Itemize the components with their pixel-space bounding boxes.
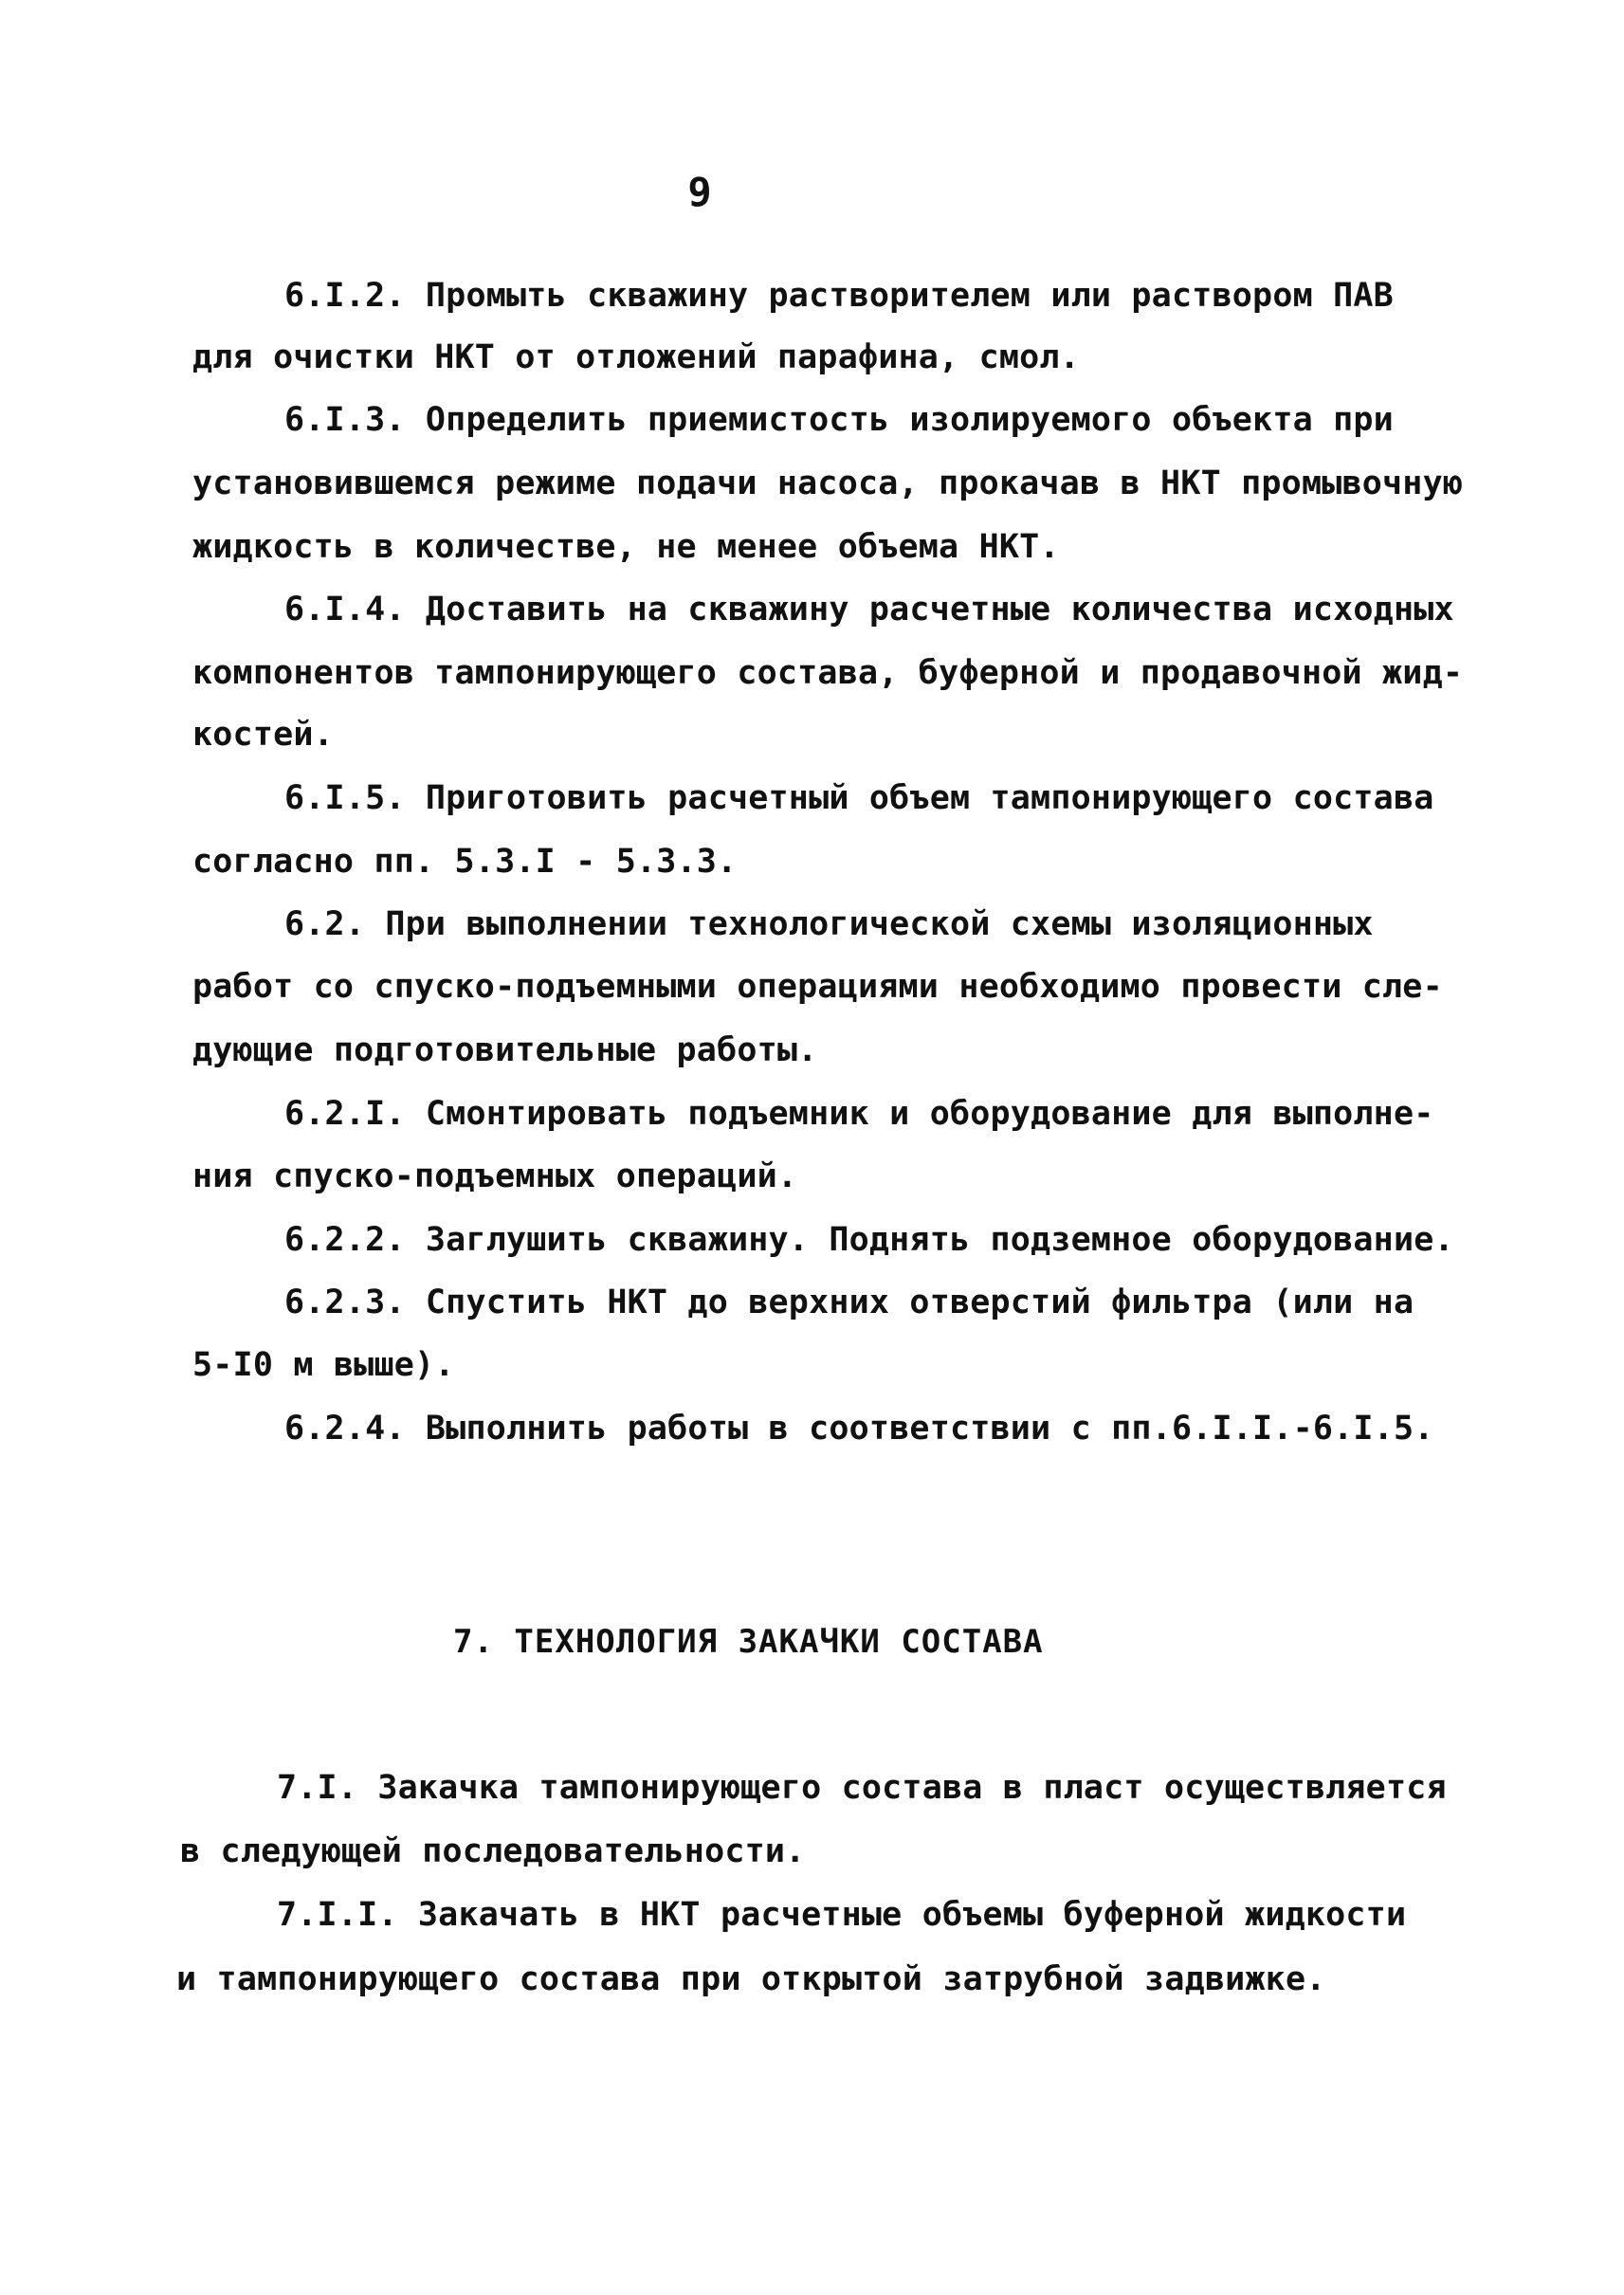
text-line: 6.I.3. Определить приемистость изолируемого объекта при bbox=[284, 401, 1394, 439]
text-line: в следующей последовательности. bbox=[180, 1832, 806, 1870]
section-heading: 7. ТЕХНОЛОГИЯ ЗАКАЧКИ СОСТАВА bbox=[453, 1623, 1044, 1661]
text-line: дующие подготовительные работы. bbox=[192, 1031, 818, 1069]
text-line: 6.2.3. Спустить НКТ до верхних отверстий фильтра (или на bbox=[284, 1284, 1414, 1321]
text-line: и тампонирующего состава при открытой затрубной задвижке. bbox=[176, 1960, 1326, 1998]
text-line: жидкость в количестве, не менее объема НКТ. bbox=[192, 528, 1060, 566]
text-line: компонентов тампонирующего состава, буферной и продавочной жид- bbox=[192, 654, 1464, 692]
text-line: 7.I. Закачка тампонирующего состава в пласт осуществляется bbox=[277, 1769, 1447, 1807]
text-line: 6.2.2. Заглушить скважину. Поднять подземное оборудование. bbox=[284, 1221, 1454, 1259]
text-line: установившемся режиме подачи насоса, прокачав в НКТ промывочную bbox=[192, 464, 1464, 502]
text-line: работ со спуско-подъемными операциями необходимо провести сле- bbox=[192, 968, 1443, 1006]
text-line: 5-I0 м выше). bbox=[192, 1346, 455, 1384]
text-line: 6.I.5. Приготовить расчетный объем тампонирующего состава bbox=[284, 779, 1434, 817]
text-line: 6.I.2. Промыть скважину растворителем или раствором ПАВ bbox=[284, 277, 1394, 315]
text-line: согласно пп. 5.3.I - 5.3.3. bbox=[192, 843, 738, 881]
text-line: для очистки НКТ от отложений парафина, смол. bbox=[192, 338, 1080, 376]
text-line: 7.I.I. Закачать в НКТ расчетные объемы буферной жидкости bbox=[277, 1896, 1407, 1934]
text-line: 6.I.4. Доставить на скважину расчетные количества исходных bbox=[284, 591, 1454, 628]
text-line: 6.2. При выполнении технологической схемы изоляционных bbox=[284, 905, 1374, 943]
text-line: 6.2.4. Выполнить работы в соответствии с пп.6.I.I.-6.I.5. bbox=[284, 1410, 1434, 1448]
text-line: 6.2.I. Смонтировать подъемник и оборудование для выполне- bbox=[284, 1095, 1434, 1133]
page-number: 9 bbox=[687, 169, 712, 215]
text-line: ния спуско-подъемных операций. bbox=[192, 1157, 798, 1195]
text-line: костей. bbox=[192, 716, 334, 754]
